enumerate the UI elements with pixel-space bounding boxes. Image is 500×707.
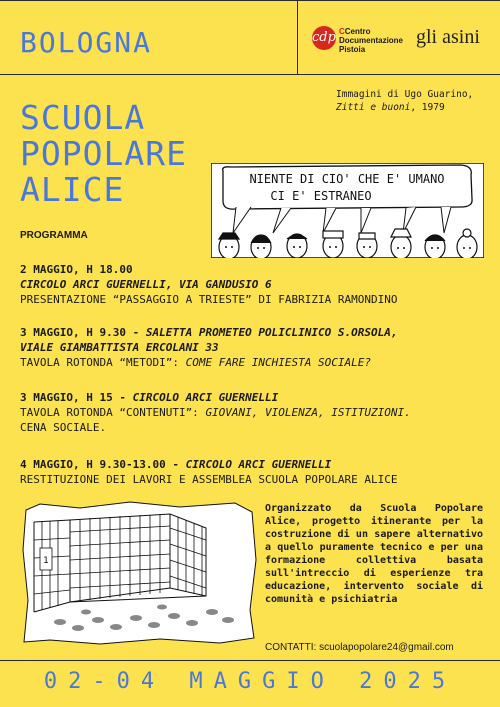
contact-info: CONTATTI: scuolapopolare24@gmail.com (265, 642, 454, 653)
event-2-desc: TAVOLA ROTONDA “METODI”: (20, 356, 186, 369)
programma-heading: PROGRAMMA (20, 230, 88, 241)
event-3-place: CIRCOLO ARCI GUERNELLI (132, 391, 279, 404)
cdp-logo-text: CCentro Documentazione Pistoia (339, 27, 404, 54)
cdp-logo-icon: cdp (312, 26, 336, 50)
footer-divider (0, 660, 500, 661)
cartoon-caption-1: NIENTE DI CIO' CHE E' UMANO (249, 172, 445, 186)
credit-year: , 1979 (410, 102, 445, 113)
header-divider (0, 74, 500, 75)
city-name: BOLOGNA (20, 26, 153, 59)
event-1-desc: PRESENTAZIONE “PASSAGGIO A TRIESTE” DI FABRIZIA RAMONDINO (20, 293, 398, 306)
event-4-desc: RESTITUZIONE DEI LAVORI E ASSEMBLEA SCUOLA POPOLARE ALICE (20, 473, 398, 486)
event-dates: 02-04 MAGGIO 2025 (43, 669, 457, 694)
event-3-desc-italic: GIOVANI, VIOLENZA, ISTITUZIONI. (205, 406, 411, 419)
gli-asini-logo: gli asini (416, 26, 480, 48)
title-line-1: SCUOLA (20, 98, 146, 137)
cartoon-caption-2: CI E' ESTRANEO (270, 189, 372, 203)
event-2-place: SALETTA PROMETEO POLICLINICO S.ORSOLA, (145, 326, 398, 339)
event-1-date: 2 MAGGIO, H 18.00 (20, 263, 133, 276)
event-2-place-2: VIALE GIAMBATTISTA ERCOLANI 33 (20, 341, 219, 354)
cdp-line-2: Documentazione (339, 36, 404, 45)
event-3 (20, 390, 411, 435)
event-3-desc-2: CENA SOCIALE. (20, 421, 107, 434)
image-credit (336, 88, 473, 114)
cartoon-illustration (211, 163, 484, 258)
svg-text:1: 1 (43, 556, 49, 566)
title-line-2: POPOLARE (20, 134, 187, 173)
credit-work: Zitti e buoni (336, 102, 411, 113)
event-1 (20, 262, 398, 307)
event-3-date: 3 MAGGIO, H 15 - (20, 391, 133, 404)
organizer-description: Organizzato da Scuola Popolare Alice, progetto itinerante per la costruzione di un sapere alternativo a quello puramente tecnico e per una formazione collettiva basata sull'intreccio di esperienze tra educazione, intervento sociale di comunità e psichiatria (265, 503, 483, 605)
cdp-line-1: Centro (344, 27, 371, 36)
event-2-desc-italic: COME FARE INCHIESTA SOCIALE? (185, 356, 372, 369)
event-4-date: 4 MAGGIO, H 9.30-13.00 - (20, 458, 186, 471)
event-3-desc: TAVOLA ROTONDA “CONTENUTI”: (20, 406, 206, 419)
credit-line-1: Immagini di Ugo Guarino, (336, 89, 474, 100)
event-1-place: CIRCOLO ARCI GUERNELLI, VIA GANDUSIO 6 (20, 278, 272, 291)
event-2 (20, 325, 398, 370)
header-vertical-divider (297, 0, 298, 74)
title-line-3: ALICE (20, 170, 125, 209)
event-4 (20, 457, 398, 487)
event-4-place: CIRCOLO ARCI GUERNELLI (185, 458, 332, 471)
event-title (20, 100, 187, 208)
cdp-line-3: Pistoia (339, 45, 366, 54)
cage-illustration (20, 500, 258, 645)
top-border (0, 0, 500, 1)
event-2-date: 3 MAGGIO, H 9.30 - (20, 326, 146, 339)
